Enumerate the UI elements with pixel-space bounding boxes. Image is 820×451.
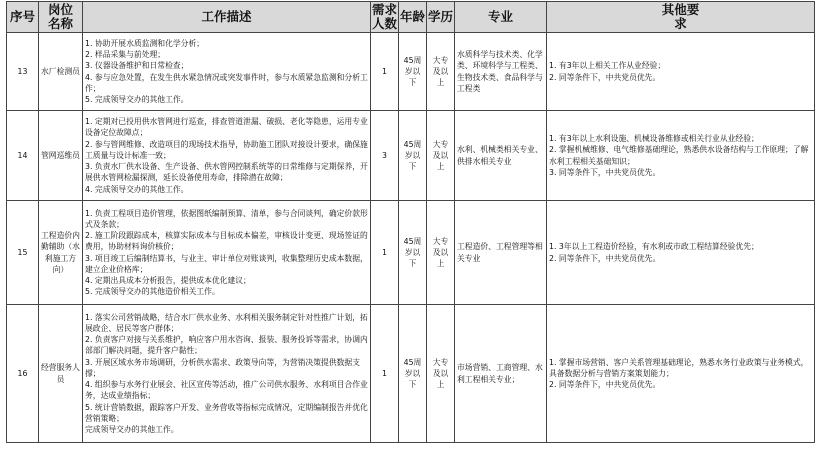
req-line: 1. 有3年以上水利设施、机械设备维修或相关行业从业经验； — [549, 134, 759, 144]
cell-edu: 大专及以上 — [427, 201, 455, 305]
cell-desc — [83, 201, 371, 305]
header-req: 其他要求 — [547, 2, 815, 33]
table-row — [7, 305, 815, 443]
cell-req — [547, 201, 815, 305]
cell-age: 45周岁以下 — [399, 201, 427, 305]
cell-age: 45周岁以下 — [399, 111, 427, 201]
desc-line: 4. 完成领导交办的其他工作。 — [85, 184, 189, 194]
cell-desc — [83, 111, 371, 201]
header-count: 需求人数 — [372, 2, 398, 31]
cell-no: 14 — [7, 111, 39, 201]
req-line: 3. 同等条件下，中共党员优先。 — [549, 167, 661, 177]
cell-count: 1 — [371, 33, 399, 111]
desc-line: 4. 参与应急处置，在发生供水紧急情况或突发事件时，参与水质紧急监测和分析工作； — [85, 72, 368, 93]
desc-line: 1. 落实公司营销战略，结合水厂供水业务、水利相关服务制定针对性推广计划，拓展政企、居民等客户群体； — [85, 312, 368, 334]
cell-edu: 大专及以上 — [427, 305, 455, 443]
cell-post: 经营服务人员 — [39, 305, 83, 443]
cell-req — [547, 305, 815, 443]
cell-count: 1 — [371, 201, 399, 305]
header-row — [7, 2, 815, 33]
desc-line: 5. 统计营销数据，跟踪客户开发、业务营收等指标完成情况，定期编制报告并优化营销策略； — [85, 402, 368, 423]
desc-line: 3. 开展区域水务市场调研，分析供水需求、政策导向等，为营销决策提供数据支撑； — [85, 357, 361, 378]
desc-line: 2. 参与管网维修、改造项目的现场技术指导，协助施工团队对接设计要求，确保施工质量与设计标准一致； — [85, 139, 368, 160]
desc-line: 4. 定期出具成本分析报告，提供成本优化建议； — [85, 275, 251, 285]
cell-desc — [83, 33, 371, 111]
desc-line: 1. 协助开展水质监测和化学分析； — [85, 38, 205, 48]
cell-major: 水质科学与技术类、化学类、环境科学与工程类、生物技术类、食品科学与工程类 — [455, 33, 547, 111]
desc-line: 3. 仪器设备维护和日常检查； — [85, 61, 189, 71]
desc-line: 5. 完成领导交办的其他工作。 — [85, 94, 189, 104]
desc-line: 完成领导交办的其他工作。 — [85, 424, 179, 434]
desc-line: 3. 项目竣工后编制结算书，与业主、审计单位对账谈判，收集整理历史成本数据，建立企业价格库； — [85, 253, 368, 274]
table-row — [7, 201, 815, 305]
cell-post: 工程造价内勤辅助（水利施工方向） — [39, 201, 83, 305]
header-major: 专业 — [455, 2, 547, 33]
cell-desc — [83, 305, 371, 443]
req-line: 1. 掌握市场营销、客户关系管理基础理论，熟悉水务行业政策与业务模式，具备数据分析与营销方案策划能力； — [549, 357, 809, 378]
desc-line: 2. 样品采集与前处理； — [85, 50, 166, 60]
cell-age: 45周岁以下 — [399, 305, 427, 443]
desc-line: 1. 负责工程项目造价管理，依据图纸编制预算、清单，参与合同谈判，确定价款形式及条款； — [85, 208, 368, 229]
cell-post: 管网巡维员 — [39, 111, 83, 201]
req-line: 1. 3年以上工程造价经验，有水利或市政工程结算经验优先； — [549, 242, 759, 252]
desc-line: 3. 负责水厂供水设备、生产设备、供水管网控制系统等的日常维修与定期保养，开展供水管网检漏探测，延长设备使用寿命，排除潜在故障； — [85, 162, 368, 183]
cell-age: 45周岁以下 — [399, 33, 427, 111]
desc-line: 4. 组织参与水务行业展会、社区宣传等活动，推广公司供水服务、水利项目合作业务，达成业绩指标； — [85, 380, 368, 401]
cell-no: 16 — [7, 305, 39, 443]
cell-post: 水厂检测员 — [39, 33, 83, 111]
req-line: 2. 掌握机械维修、电气维修基础理论，熟悉供水设备结构与工作原理；了解水利工程相关基础知识； — [549, 145, 809, 166]
cell-major: 水利、机械类相关专业、供排水相关专业 — [455, 111, 547, 201]
cell-no: 15 — [7, 201, 39, 305]
req-line: 2. 同等条件下，中共党员优先。 — [549, 253, 661, 263]
req-line: 2. 同等条件下，中共党员优先。 — [549, 380, 661, 390]
desc-line: 5. 完成领导交办的其他造价相关工作。 — [85, 287, 220, 297]
desc-line: 2. 施工阶段跟踪成本，核算实际成本与目标成本偏差，审核设计变更、现场签证的费用，协助材料询价核价； — [85, 231, 368, 252]
cell-major: 市场营销、工商管理、水利工程相关专业； — [455, 305, 547, 443]
table-row — [7, 111, 815, 201]
job-requirements-table — [6, 1, 815, 443]
cell-req — [547, 33, 815, 111]
req-line: 2. 同等条件下，中共党员优先。 — [549, 72, 661, 82]
cell-count: 3 — [371, 111, 399, 201]
cell-count: 1 — [371, 305, 399, 443]
header-post: 岗位名称 — [39, 2, 83, 33]
cell-major: 工程造价、工程管理等相关专业 — [455, 201, 547, 305]
cell-req — [547, 111, 815, 201]
cell-edu: 大专及以上 — [427, 33, 455, 111]
cell-no: 13 — [7, 33, 39, 111]
header-edu: 学历 — [427, 2, 455, 33]
req-line: 1. 有3年以上相关工作从业经验； — [549, 61, 666, 71]
desc-line: 1. 定期对已投用供水管网进行巡查，排查管道泄漏、破损、老化等隐患，运用专业设备定位故障点； — [85, 117, 368, 138]
header-age: 年龄 — [399, 2, 427, 33]
desc-line: 2. 负责客户对接与关系维护，响应客户用水咨询、报装、服务投诉等需求，协调内部部门解决问题，提升客户黏性； — [85, 335, 368, 356]
table-row — [7, 33, 815, 111]
cell-edu: 大专及以上 — [427, 111, 455, 201]
header-desc: 工作描述 — [83, 2, 371, 33]
header-no: 序号 — [7, 2, 39, 33]
